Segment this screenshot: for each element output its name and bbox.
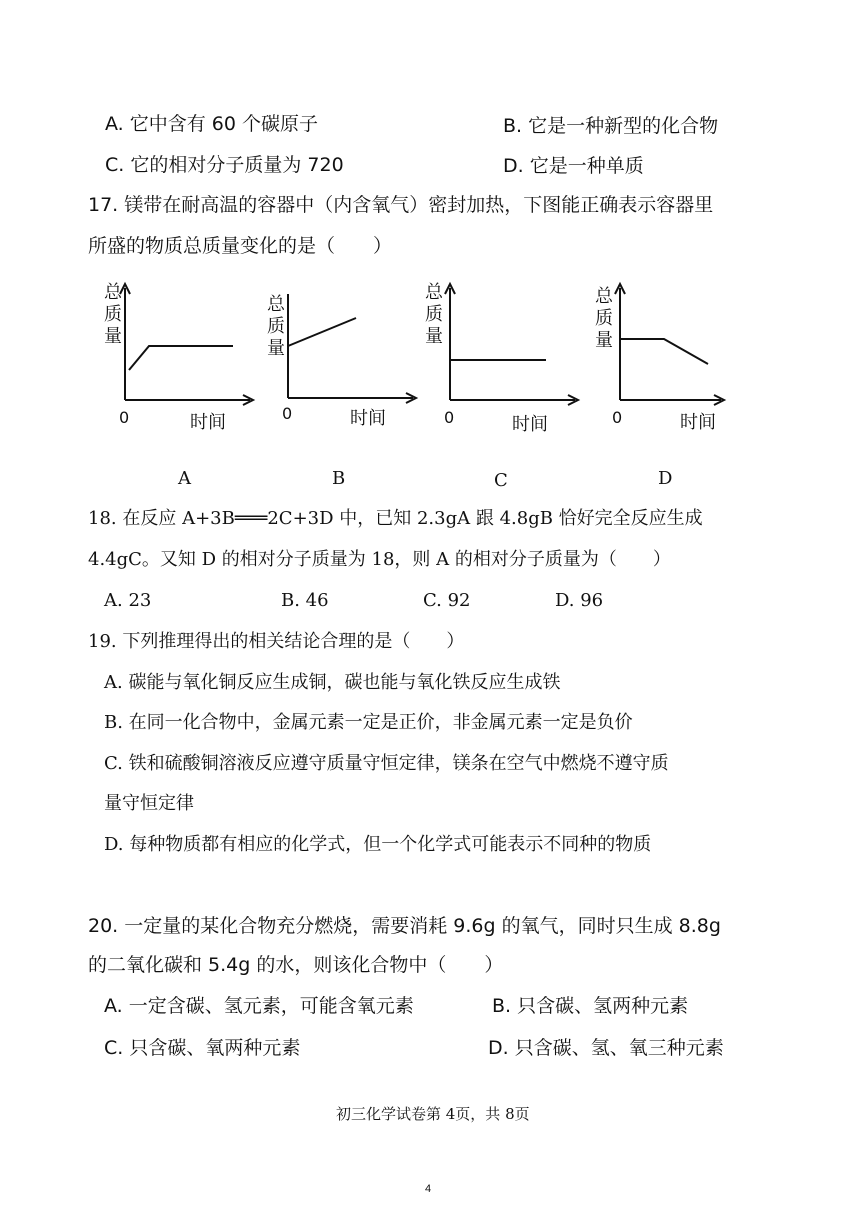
q20-stem-line1: 20. 一定量的某化合物充分燃烧，需要消耗 9.6g 的氧气，同时只生成 8.8g — [88, 915, 721, 937]
graph-d-label: D — [658, 468, 673, 489]
graph-d — [588, 280, 758, 433]
q20-option-d: D. 只含碳、氢、氧三种元素 — [488, 1037, 724, 1059]
page-footer: 初三化学试卷第 4页，共 8页 — [336, 1105, 530, 1123]
graph-a-origin: 0 — [119, 408, 130, 427]
graph-d-curve — [620, 339, 708, 364]
graph-b-curve — [288, 318, 356, 346]
q19-option-c-line1: C. 铁和硫酸铜溶液反应遵守质量守恒定律，镁条在空气中燃烧不遵守质 — [104, 753, 669, 774]
graph-c-xlabel: 时间 — [512, 414, 548, 435]
graph-b-axes — [258, 290, 428, 420]
q19-stem: 19. 下列推理得出的相关结论合理的是（ ） — [88, 631, 465, 652]
q20-option-c: C. 只含碳、氧两种元素 — [104, 1037, 301, 1059]
graph-a-curve — [129, 346, 233, 370]
graph-a-label: A — [178, 468, 191, 489]
q17-stem-line1: 17. 镁带在耐高温的容器中（内含氧气）密封加热，下图能正确表示容器里 — [88, 194, 714, 216]
q19-option-a: A. 碳能与氧化铜反应生成铜，碳也能与氧化铁反应生成铁 — [104, 672, 561, 693]
graph-c-ylabel: 总质量 — [425, 282, 443, 347]
q16-option-c: C. 它的相对分子质量为 720 — [105, 154, 344, 176]
graph-a-xlabel: 时间 — [190, 412, 226, 433]
q18-stem-line2: 4.4gC。又知 D 的相对分子质量为 18，则 A 的相对分子质量为（ ） — [88, 549, 671, 570]
graph-d-ylabel: 总质量 — [595, 286, 613, 351]
graph-a-ylabel: 总质量 — [104, 282, 122, 347]
q20-option-a: A. 一定含碳、氢元素，可能含氧元素 — [104, 995, 414, 1017]
q19-option-b: B. 在同一化合物中，金属元素一定是正价，非金属元素一定是负价 — [104, 712, 633, 733]
graph-b-ylabel: 总质量 — [267, 294, 285, 359]
graph-d-origin: 0 — [612, 408, 623, 427]
q16-option-d: D. 它是一种单质 — [503, 155, 644, 177]
q18-option-a: A. 23 — [104, 590, 152, 611]
q18-stem-line1: 18. 在反应 A+3B═══2C+3D 中，已知 2.3gA 跟 4.8gB 恰好完全反应生成 — [88, 508, 703, 529]
graph-c-label: C — [494, 470, 508, 491]
q18-option-d: D. 96 — [555, 590, 604, 611]
q16-option-b: B. 它是一种新型的化合物 — [503, 115, 719, 137]
graph-d-xlabel: 时间 — [680, 412, 716, 433]
q20-option-b: B. 只含碳、氢两种元素 — [492, 995, 689, 1017]
graph-c — [420, 280, 590, 435]
q18-option-b: B. 46 — [281, 590, 329, 611]
q20-stem-line2: 的二氧化碳和 5.4g 的水，则该化合物中（ ） — [88, 954, 504, 976]
q19-option-d: D. 每种物质都有相应的化学式，但一个化学式可能表示不同种的物质 — [104, 834, 652, 855]
q19-option-c-line2: 量守恒定律 — [104, 793, 194, 814]
graph-b-origin: 0 — [282, 404, 293, 423]
graph-b-xlabel: 时间 — [350, 408, 386, 429]
graph-b — [258, 290, 428, 430]
q16-option-a: A. 它中含有 60 个碳原子 — [105, 113, 318, 135]
page-number: 4 — [425, 1183, 432, 1195]
q18-option-c: C. 92 — [423, 590, 471, 611]
graph-a — [95, 280, 265, 433]
q17-stem-line2: 所盛的物质总质量变化的是（ ） — [88, 235, 393, 257]
graph-b-label: B — [332, 468, 346, 489]
graph-c-origin: 0 — [444, 408, 455, 427]
